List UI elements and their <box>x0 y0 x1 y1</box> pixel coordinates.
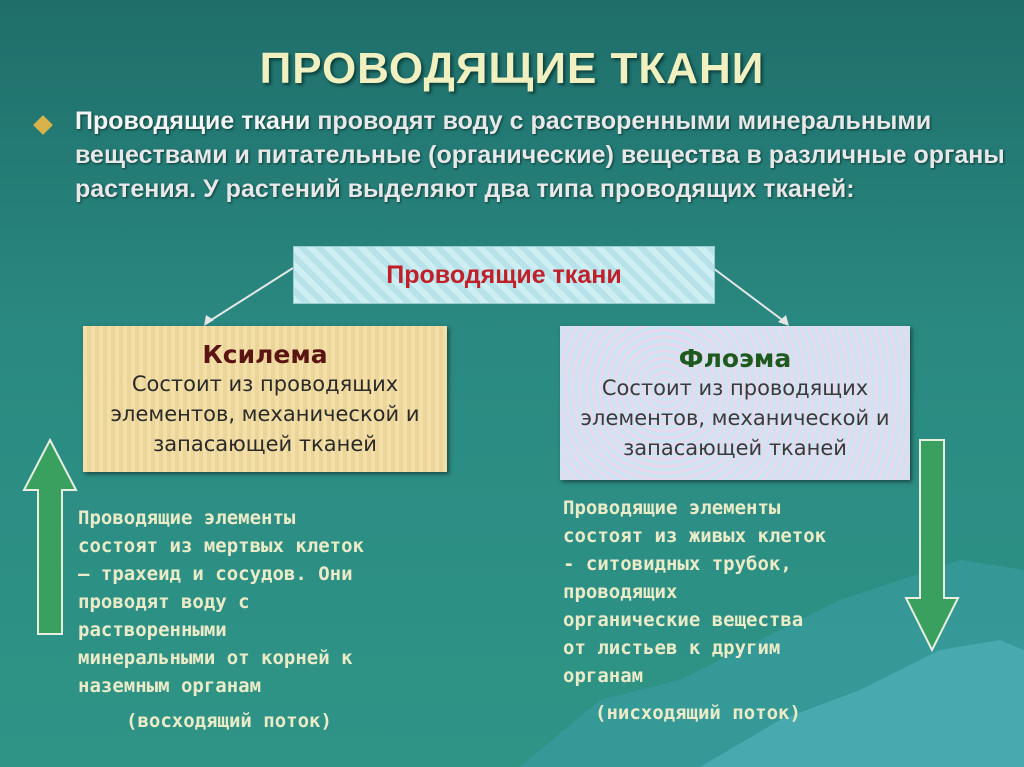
root-node-label: Проводящие ткани <box>386 260 622 289</box>
phloem-node <box>560 326 910 480</box>
intro-lead: Проводящие ткани <box>75 107 311 135</box>
connector-right-arrowhead <box>778 315 789 326</box>
phloem-note: Проводящие элементы состоят из живых клеток - ситовидных трубок, проводящих органические вещества от листьев к другим органам <box>563 497 827 687</box>
page-title: ПРОВОДЯЩИЕ ТКАНИ <box>259 44 765 93</box>
xylem-flow-label: (восходящий поток) <box>126 710 332 732</box>
xylem-note: Проводящие элементы состоят из мертвых клеток – трахеид и сосудов. Они проводят воду с растворенными минеральными от корней к наземным органам <box>78 507 364 697</box>
xylem-title: Ксилема <box>202 340 328 369</box>
connector-left-arrowhead <box>204 315 214 326</box>
xylem-node <box>83 326 447 472</box>
xylem-description: Состоит из проводящих элементов, механической и запасающей тканей <box>110 372 420 456</box>
intro-text: проводят воду с растворенными минеральными веществами и питательные (органические) вещества в различные органы растения. У растений выделяют два типа проводящих тканей: <box>75 107 1005 203</box>
root-node <box>293 246 715 304</box>
phloem-title: Флоэма <box>678 344 792 373</box>
phloem-description: Состоит из проводящих элементов, механической и запасающей тканей <box>580 376 890 460</box>
connector-left <box>208 268 293 322</box>
arrow-up-icon <box>24 440 76 634</box>
connector-right <box>713 268 785 322</box>
phloem-flow-label: (нисходящий поток) <box>595 702 801 724</box>
